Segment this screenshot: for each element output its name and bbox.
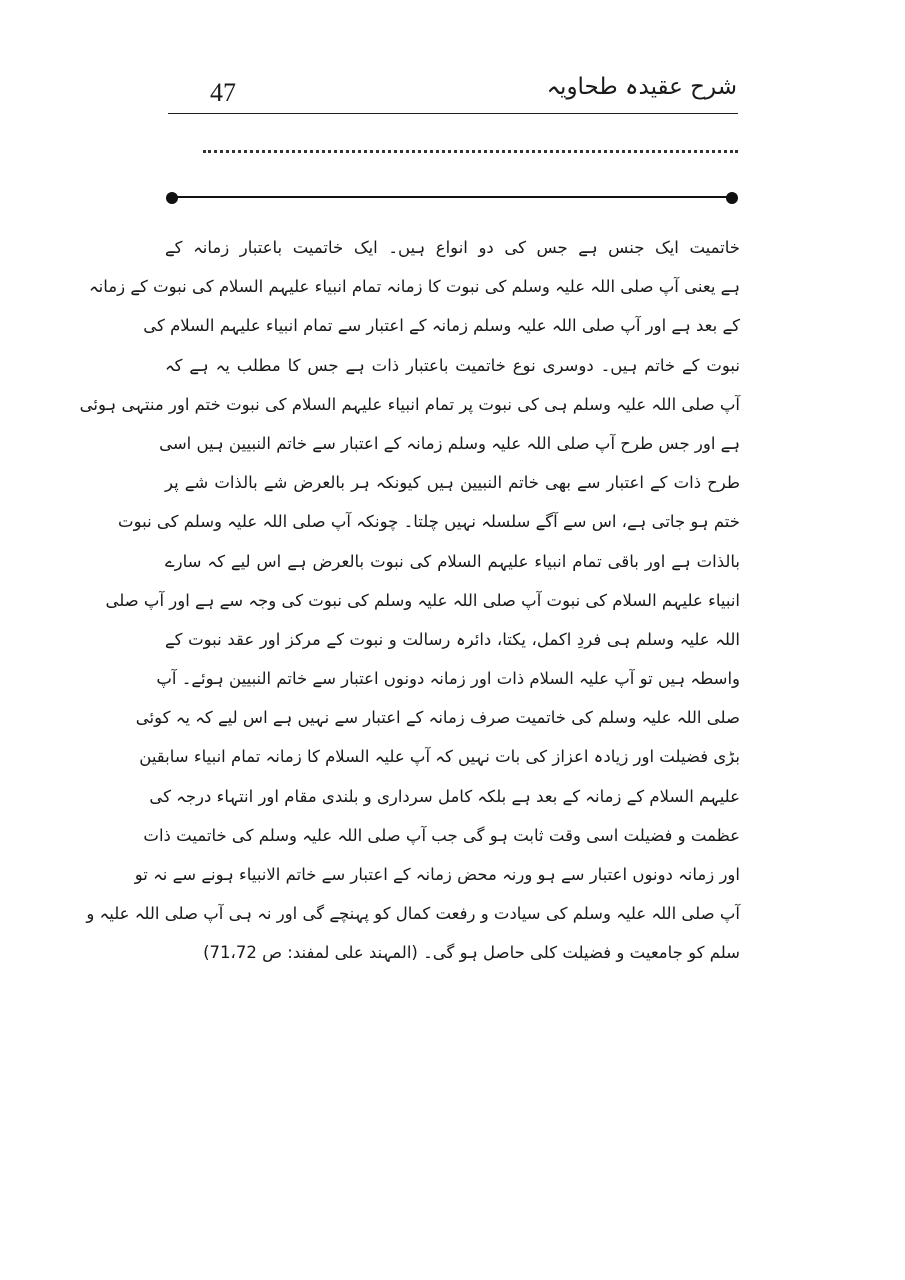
text-line: نبوت کے خاتم ہیں۔ دوسری نوع خاتمیت باعتبار ذات ہے جس کا مطلب یہ ہے کہ <box>165 355 740 375</box>
text-line: عظمت و فضیلت اسی وقت ثابت ہو گی جب آپ صلی اللہ علیہ وسلم کی خاتمیت ذات <box>143 825 740 845</box>
text-line-citation: سلم کو جامعیت و فضیلت کلی حاصل ہو گی۔ (المہند علی لمفند: ص 71،72) <box>203 943 740 963</box>
running-title: شرح عقیدہ طحاویہ <box>546 74 737 100</box>
divider-dot-left-icon <box>166 192 178 204</box>
divider-line <box>172 196 732 198</box>
text-line: آپ صلی اللہ علیہ وسلم کی سیادت و رفعت کمال کو پہنچے گی اور نہ ہی آپ صلی اللہ علیہ و <box>86 904 740 924</box>
text-line: آپ صلی اللہ علیہ وسلم ہی کی نبوت پر تمام انبیاء علیہم السلام کی نبوت ختم اور منتہی ہوئی <box>79 394 740 414</box>
text-line: واسطہ ہیں تو آپ علیہ السلام ذات اور زمانہ دونوں اعتبار سے خاتم النبیین ہوئے۔ آپ <box>156 669 740 689</box>
text-line: طرح ذات کے اعتبار سے بھی خاتم النبیین ہیں کیونکہ ہر بالعرض شے بالذات شے پر <box>165 473 740 493</box>
text-line: ختم ہو جاتی ہے، اس سے آگے سلسلہ نہیں چلتا۔ چونکہ آپ صلی اللہ علیہ وسلم کی نبوت <box>118 512 740 532</box>
text-line: صلی اللہ علیہ وسلم کی خاتمیت صرف زمانہ کے اعتبار سے نہیں ہے اس لیے کہ یہ کوئی <box>135 708 740 728</box>
text-line: بالذات ہے اور باقی تمام انبیاء علیہم السلام کی نبوت بالعرض ہے اس لیے کہ سارے <box>165 551 740 571</box>
text-line: اللہ علیہ وسلم ہی فردِ اکمل، یکتا، دائرہ رسالت و نبوت کے مرکز اور عقد نبوت کے <box>165 629 740 649</box>
divider-dot-right-icon <box>726 192 738 204</box>
text-line: علیہم السلام کے زمانہ کے بعد ہے بلکہ کامل سرداری و بلندی مقام اور انتہاء درجہ کی <box>149 786 740 806</box>
text-line: انبیاء علیہم السلام کی نبوت آپ صلی اللہ علیہ وسلم کی نبوت کی وجہ سے ہے اور آپ صلی <box>105 590 740 610</box>
body-paragraph <box>79 228 740 973</box>
page-number: 47 <box>210 78 236 107</box>
section-divider <box>166 192 738 204</box>
text-line: خاتمیت ایک جنس ہے جس کی دو انواع ہیں۔ ایک خاتمیت باعتبار زمانہ کے <box>165 238 740 257</box>
header-rule <box>168 113 738 114</box>
text-line: ہے اور جس طرح آپ صلی اللہ علیہ وسلم زمانہ کے اعتبار سے خاتم النبیین ہیں اسی <box>159 433 740 453</box>
text-line: اور زمانہ دونوں اعتبار سے ہو ورنہ محض زمانہ کے اعتبار سے خاتم الانبیاء ہونے سے نہ تو <box>134 865 740 884</box>
text-line: کے بعد ہے اور آپ صلی اللہ علیہ وسلم زمانہ کے اعتبار سے تمام انبیاء علیہم السلام کی <box>143 316 740 336</box>
dotted-separator <box>203 150 738 153</box>
text-line: بڑی فضیلت اور زیادہ اعزاز کی بات نہیں کہ آپ علیہ السلام کا زمانہ تمام انبیاء سابقین <box>139 747 740 767</box>
text-line: ہے یعنی آپ صلی اللہ علیہ وسلم کی نبوت کا زمانہ تمام انبیاء علیہم السلام کی نبوت کے زمانہ <box>89 277 740 297</box>
